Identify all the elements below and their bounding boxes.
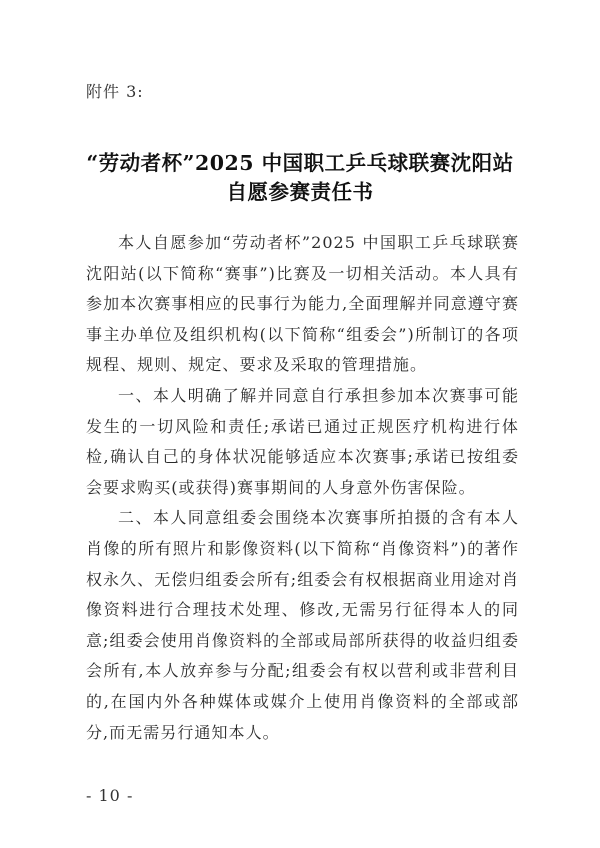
page-number: - 10 -: [86, 786, 134, 805]
document-title-line-1: “劳动者杯”2025 中国职工乒乓球联赛沈阳站: [86, 151, 514, 175]
document-title-line-2: 自愿参赛责任书: [226, 180, 374, 204]
paragraph-clause-1: 一、本人明确了解并同意自行承担参加本次赛事可能发生的一切风险和责任;承诺已通过正规医疗机构进行体检,确认自己的身体状况能够适应本次赛事;承诺已按组委会要求购买(或获得)赛事期间的人身意外伤害保险。: [86, 385, 519, 497]
paragraph-intro: 本人自愿参加“劳动者杯”2025 中国职工乒乓球联赛沈阳站(以下简称“赛事”)比赛及一切相关活动。本人具有参加本次赛事相应的民事行为能力,全面理解并同意遵守赛事主办单位及组织机构(以下简称“组委会”)所制订的各项规程、规则、规定、要求及采取的管理措施。: [86, 233, 519, 375]
paragraph-clause-2: 二、本人同意组委会围绕本次赛事所拍摄的含有本人肖像的所有照片和影像资料(以下简称“肖像资料”)的著作权永久、无偿归组委会所有;组委会有权根据商业用途对肖像资料进行合理技术处理、修改,无需另行征得本人的同意;组委会使用肖像资料的全部或局部所获得的收益归组委会所有,本人放弃参与分配;组委会有权以营利或非营利目的,在国内外各种媒体或媒介上使用肖像资料的全部或部分,而无需另行通知本人。: [86, 508, 519, 742]
document-body: [86, 228, 519, 748]
annex-label: 附件 3:: [86, 82, 144, 101]
